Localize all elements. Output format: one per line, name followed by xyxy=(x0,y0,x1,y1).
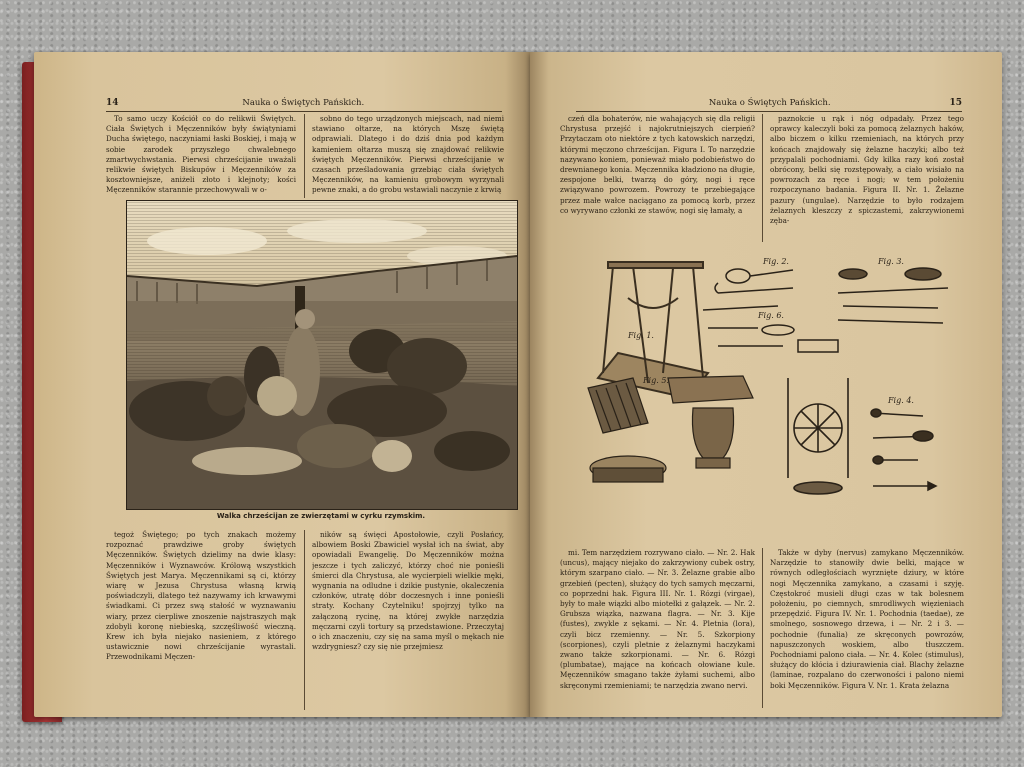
right-page-header xyxy=(576,98,962,108)
arena-martyrs-engraving xyxy=(126,200,518,510)
paragraph: To samo uczy Kościół co do relikwii Świętych. Ciała Świętych i Męczenników były świątyniami Ducha świętego, naczyniami łaski Boskiej, i mają w sobie zarodek przyszłego chwalebnego zmartwychwstania. Pierwsi chrześcijanie uważali relikwie świętych Biskupów i Męczenników za kosztowniejsze, aniżeli złoto i klejnoty; kości Męczenników starannie przechowywali w o- xyxy=(106,114,296,195)
left-page-number: 14 xyxy=(106,98,119,108)
paragraph: czeń dla bohaterów, nie wahających się dla religii Chrystusa przejść i najokrutniejszych cierpień? Przytaczam oto niektóre z tych katowskich narzędzi, którymi męczono chrześcijan. Figura I. To narzędzie nazywano koniem, ponieważ miało podobieństwo do drewnianego konia. Męczennika kładziono na długie, zespojone belki, twarzą do góry, nogi i ręce związywano powrozem. Powrozy te przebiegające przez małe wałce naciągano za pomocą korb, przez co wyrywano członki ze stawów, nogi się łamały, a xyxy=(560,114,755,215)
fig6-label: Fig. 6. xyxy=(758,311,784,320)
right-page-running-title: Nauka o Świętych Pańskich. xyxy=(708,98,831,108)
fig4-wheel xyxy=(788,378,848,494)
paragraph: ników są święci Apostołowie, czyli Posłańcy, albowiem Boski Zbawiciel wysłał ich na świat, aby opowiadali Ewangelię. Do Męczenników można jeszcze i tych zaliczyć, którzy choć nie ponieśli śmierci dla Chrystusa, ale wycierpieli wielkie męki, wygnania na odludne i dzikie pustynie, okaleczenia członków, utratę dóbr doczesnych i inne ponieśli straty. Kochany Czytelniku! spojrzyj tylko na załączoną rycinę, na której zwykłe narzędzia męczarni czyli tortury są przedstawione. Przeczytaj o ich znaczeniu, czy się na sama myśl o mękach nie wzdrygniesz? czy się nie przejmiesz xyxy=(312,530,504,652)
column-divider xyxy=(304,530,305,710)
right-page xyxy=(530,52,1002,717)
left-bottom-column-2 xyxy=(312,530,504,716)
fig2-hooks xyxy=(703,269,793,310)
right-page-number: 15 xyxy=(949,98,962,108)
right-top-column-1 xyxy=(560,114,755,246)
left-page-running-title: Nauka o Świętych Pańskich. xyxy=(242,98,365,108)
torture-tools-figure xyxy=(578,248,958,536)
engraving-illustration xyxy=(127,201,517,509)
left-page-header xyxy=(106,98,502,108)
fig3-label: Fig. 3. xyxy=(878,257,904,266)
fig6-implements xyxy=(708,325,838,352)
fig1-label: Fig. 1. xyxy=(628,331,654,340)
column-divider xyxy=(762,114,763,242)
paragraph: sobno do tego urządzonych miejscach, nad niemi stawiano ołtarze, na których Mszę świętą odprawiali. Dlatego i do dziś dnia pod każdym kamieniem ołtarza muszą się znajdować relikwie świętych Męczenników. Pierwsi chrześcijanie w czasach prześladowania grzebiąc ciała świętych Męczenników, na kamieniu grobowym wyrzynali pewne znaki, a do grobu wstawiali naczynie z krwią xyxy=(312,114,504,195)
fig4-label: Fig. 4. xyxy=(888,396,914,405)
right-top-column-2 xyxy=(770,114,964,246)
left-top-column-1 xyxy=(106,114,296,200)
column-divider xyxy=(304,114,305,198)
left-page xyxy=(34,52,530,717)
open-book xyxy=(20,52,1010,724)
torches xyxy=(871,409,936,490)
engraving-caption: Walka chrześcijan ze zwierzętami w cyrku rzymskim. xyxy=(216,512,426,520)
right-bottom-column-1 xyxy=(560,548,755,714)
fig3-rods xyxy=(838,268,948,323)
paragraph: tegoż Świętego; po tych znakach możemy rozpoznać prawdziwe groby świętych Męczenników. Świętych dzielimy na dwie klasy: Męczenników i Wyznawców. Królową wszystkich Świętych jest Marya. Męczennikami są ci, którzy wiarę w Jezusa Chrystusa własną krwią poświadczyli, dlatego też nazywamy ich krwawymi świadkami. Ci przez swą stałość w wyznawaniu wiary, przez cierpliwe znoszenie najstraszych mąk zdobyli koronę niebieską, szczęśliwość wieczną. Krew ich była niejako nasieniem, z którego ustawicznie nowi chrześcijanie wyrastali. Przewodnikami Męczen- xyxy=(106,530,296,662)
tools-illustration xyxy=(578,248,958,536)
left-top-column-2 xyxy=(312,114,504,200)
left-bottom-column-1 xyxy=(106,530,296,716)
paragraph: Także w dyby (nervus) zamykano Męczenników. Narzędzie to stanowiły dwie belki, mające w równych odległościach wyrznięte dziury, w które nogi Męczennika zamykano, a czasami i szyję. Częstokroć musieli długi czas w tak bolesnem położeniu, po ciemnych, smrodliwych więzieniach przepędzić. Figura IV. Nr. 1. Pochodnia (taedae), ze smolnego, sosnowego drzewa, i — Nr. 2 i 3. — pochodnie (funalia) ze skręconych powrozów, napuszczonych woskiem, albo tłuszczem. Pochodniami palono ciała. — Nr. 4. Kolec (stimulus), służący do kłócia i dziurawienia ciał. Blachy żelazne (laminae, rozpalano do czerwoności i palono niemi boki Męczenników. Figura V. Nr. 1. Krata żelazna xyxy=(770,548,964,690)
column-divider xyxy=(762,548,763,708)
paragraph: mi. Tem narzędziem rozrywano ciało. — Nr. 2. Hak (uncus), mający niejako do zakrzywiony cubek ostry, którym szarpano ciało. — Nr. 3. Żelazne grabie albo grzebień (pecten), służący do tych samych męczarni, co poprzedni hak. Figura III. Nr. 1. Rózgi (virgae), były to małe wiązki albo miotełki z gałązek. — Nr. 2. Grubsza wiązka, nazwana flagra. — Nr. 3. Kije (fustes), zwykle z sękami. — Nr. 4. Pletnia (lora), czyli bicz rzemienny. — Nr. 5. Szkorpiony (scorpiones), czyli pletnie z żelaznymi haczykami zwano także szkorpionami. — Nr. 6. Rózgi (plumbatae), mające na końcach ołowiane kule. Męczenników smagano także żyłami suchemi, albo skręconymi rzemieniami; te narzędzia zwano nervi. xyxy=(560,548,755,690)
paragraph: paznokcie u rąk i nóg odpadały. Przez tego oprawcy kaleczyli boki za pomocą żelaznych haków, albo biczem o kilku rzemieniach, na których przy końcach znajdowały się żelazne haczyki; albo też przypalali pochodniami. Gdy kilka razy koń został obrócony, belki się rozstępowały, a ciało wisiało na powrozach za ręce i nogi; w tem położeniu rozpoczynano badania. Figura II. Nr. 1. Żelazne pazury (ungulae). Narzędzie to było rodzajem żelaznych kleszczy z spiczastemi, zakrzywionemi zęba- xyxy=(770,114,964,226)
fig5-label: Fig. 5. xyxy=(643,376,669,385)
right-bottom-column-2 xyxy=(770,548,964,714)
fig2-label: Fig. 2. xyxy=(763,257,789,266)
